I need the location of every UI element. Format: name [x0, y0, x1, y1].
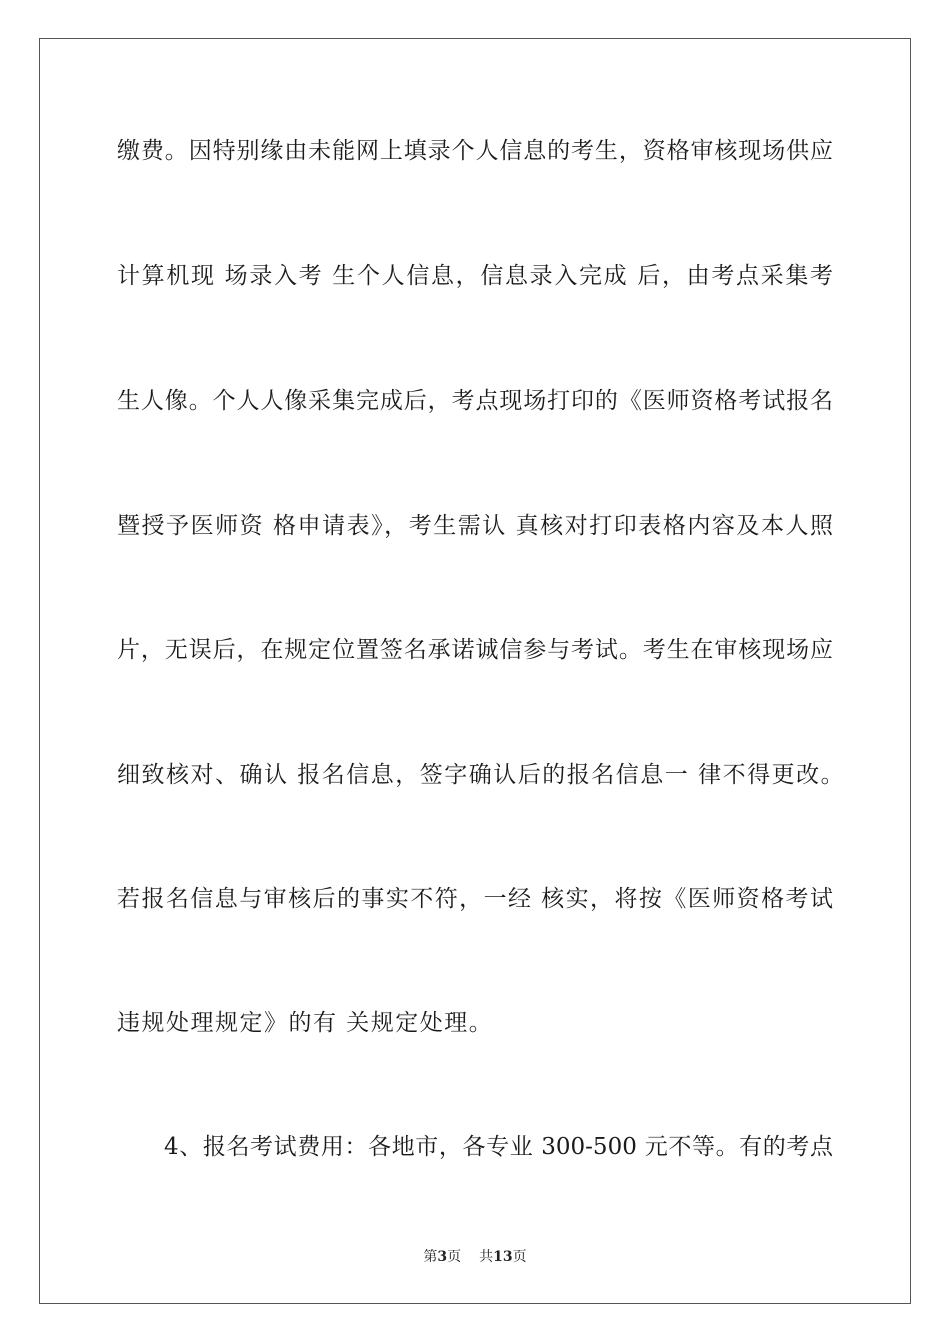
paragraph-line-7: 若报名信息与审核后的事实不符，一经 核实，将按《医师资格考试 [117, 886, 833, 912]
footer-total-pages: 13 [493, 1249, 513, 1265]
paragraph-line-9: 4、报名考试费用：各地市，各专业 300-500 元不等。有的考点 [164, 1134, 833, 1160]
footer-total-suffix: 页 [512, 1249, 527, 1265]
footer-page-prefix: 第 [423, 1249, 438, 1265]
footer-total-prefix: 共 [479, 1249, 494, 1265]
paragraph-line-2: 计算机现 场录入考 生个人信息，信息录入完成 后，由考点采集考 [117, 263, 833, 289]
paragraph-line-5: 片，无误后，在规定位置签名承诺诚信参与考试。考生在审核现场应 [117, 637, 833, 663]
page-frame [39, 38, 911, 1304]
footer-page-number: 3 [437, 1249, 448, 1265]
paragraph-line-8: 违规处理规定》的有 关规定处理。 [117, 1010, 494, 1036]
page-footer [0, 1248, 950, 1266]
paragraph-line-1: 缴费。因特别缘由未能网上填录个人信息的考生，资格审核现场供应 [117, 138, 833, 164]
paragraph-line-6: 细致核对、确认 报名信息，签字确认后的报名信息一 律不得更改。 [117, 762, 846, 788]
paragraph-line-4: 暨授予医师资 格申请表》，考生需认 真核对打印表格内容及本人照 [117, 513, 833, 539]
paragraph-line-3: 生人像。个人人像采集完成后，考点现场打印的《医师资格考试报名 [117, 388, 833, 414]
footer-page-suffix: 页 [447, 1249, 462, 1265]
